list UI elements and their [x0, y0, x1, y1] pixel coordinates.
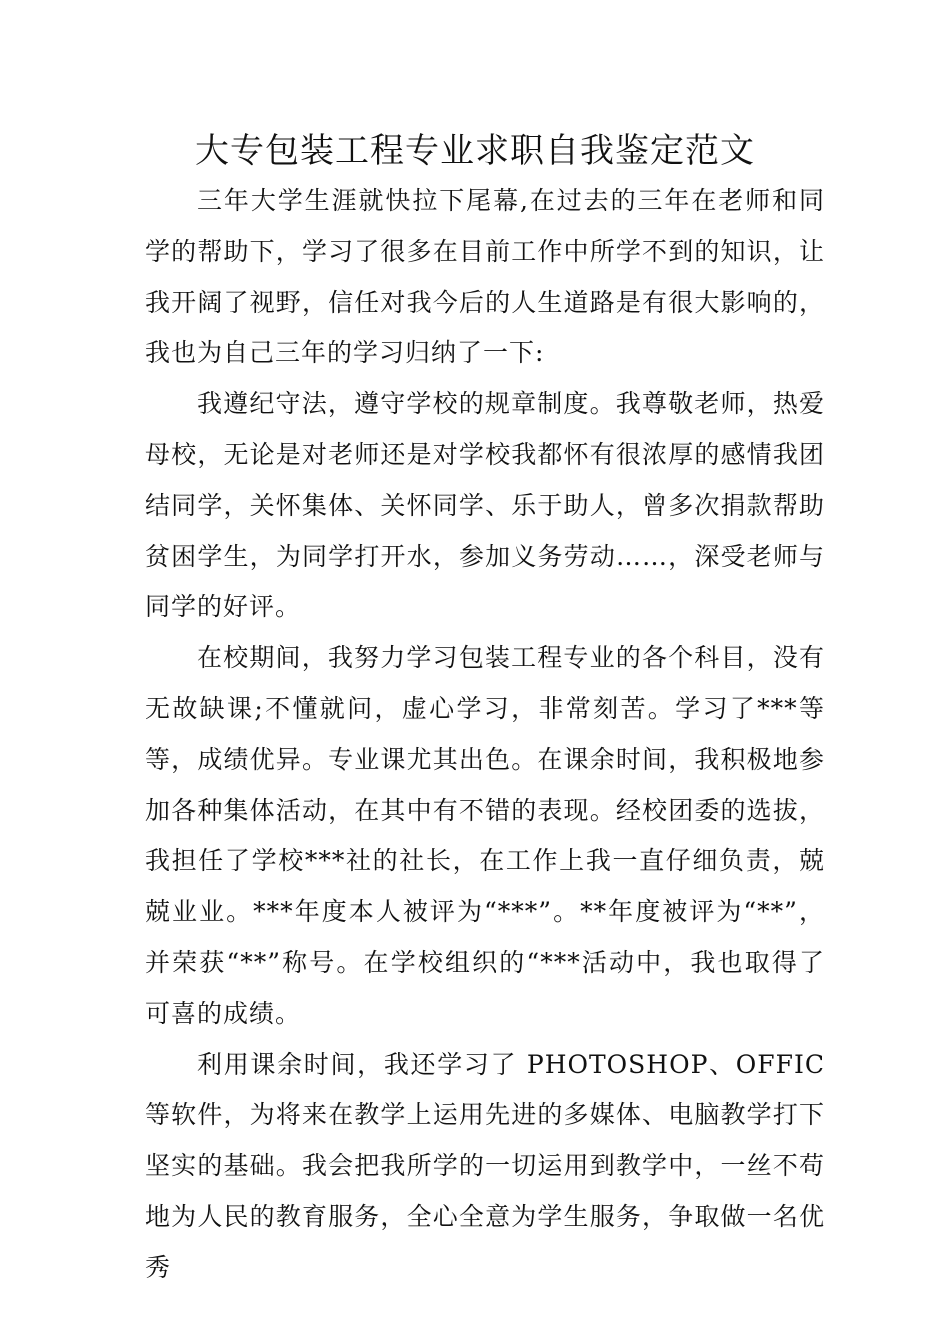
document-body — [145, 176, 825, 1294]
paragraph-conduct: 我遵纪守法，遵守学校的规章制度。我尊敬老师，热爱母校，无论是对老师还是对学校我都怀有很浓厚的感情我团结同学，关怀集体、关怀同学、乐于助人，曾多次捐款帮助贫困学生，为同学打开水，参加义务劳动……，深受老师与同学的好评。 — [145, 389, 825, 622]
document-title: 大专包装工程专业求职自我鉴定范文 — [195, 131, 755, 171]
paragraph-software: 利用课余时间，我还学习了 PHOTOSHOP、OFFIC 等软件，为将来在教学上运用先进的多媒体、电脑教学打下坚实的基础。我会把我所学的一切运用到教学中，一丝不苟地为人民的教育服务，全心全意为学生服务，争取做一名优秀 — [145, 1049, 825, 1282]
paragraph-study: 在校期间，我努力学习包装工程专业的各个科目，没有无故缺课;不懂就问，虚心学习，非常刻苦。学习了***等等，成绩优异。专业课尤其出色。在课余时间，我积极地参加各种集体活动，在其中有不错的表现。经校团委的选拔，我担任了学校***社的社长，在工作上我一直仔细负责，兢兢业业。***年度本人被评为“***”。**年度被评为“**”，并荣获“**”称号。在学校组织的“***活动中，我也取得了可喜的成绩。 — [145, 643, 825, 1028]
paragraph-intro: 三年大学生涯就快拉下尾幕,在过去的三年在老师和同学的帮助下，学习了很多在目前工作中所学不到的知识，让我开阔了视野，信任对我今后的人生道路是有很大影响的，我也为自己三年的学习归纳了一下: — [145, 186, 825, 368]
